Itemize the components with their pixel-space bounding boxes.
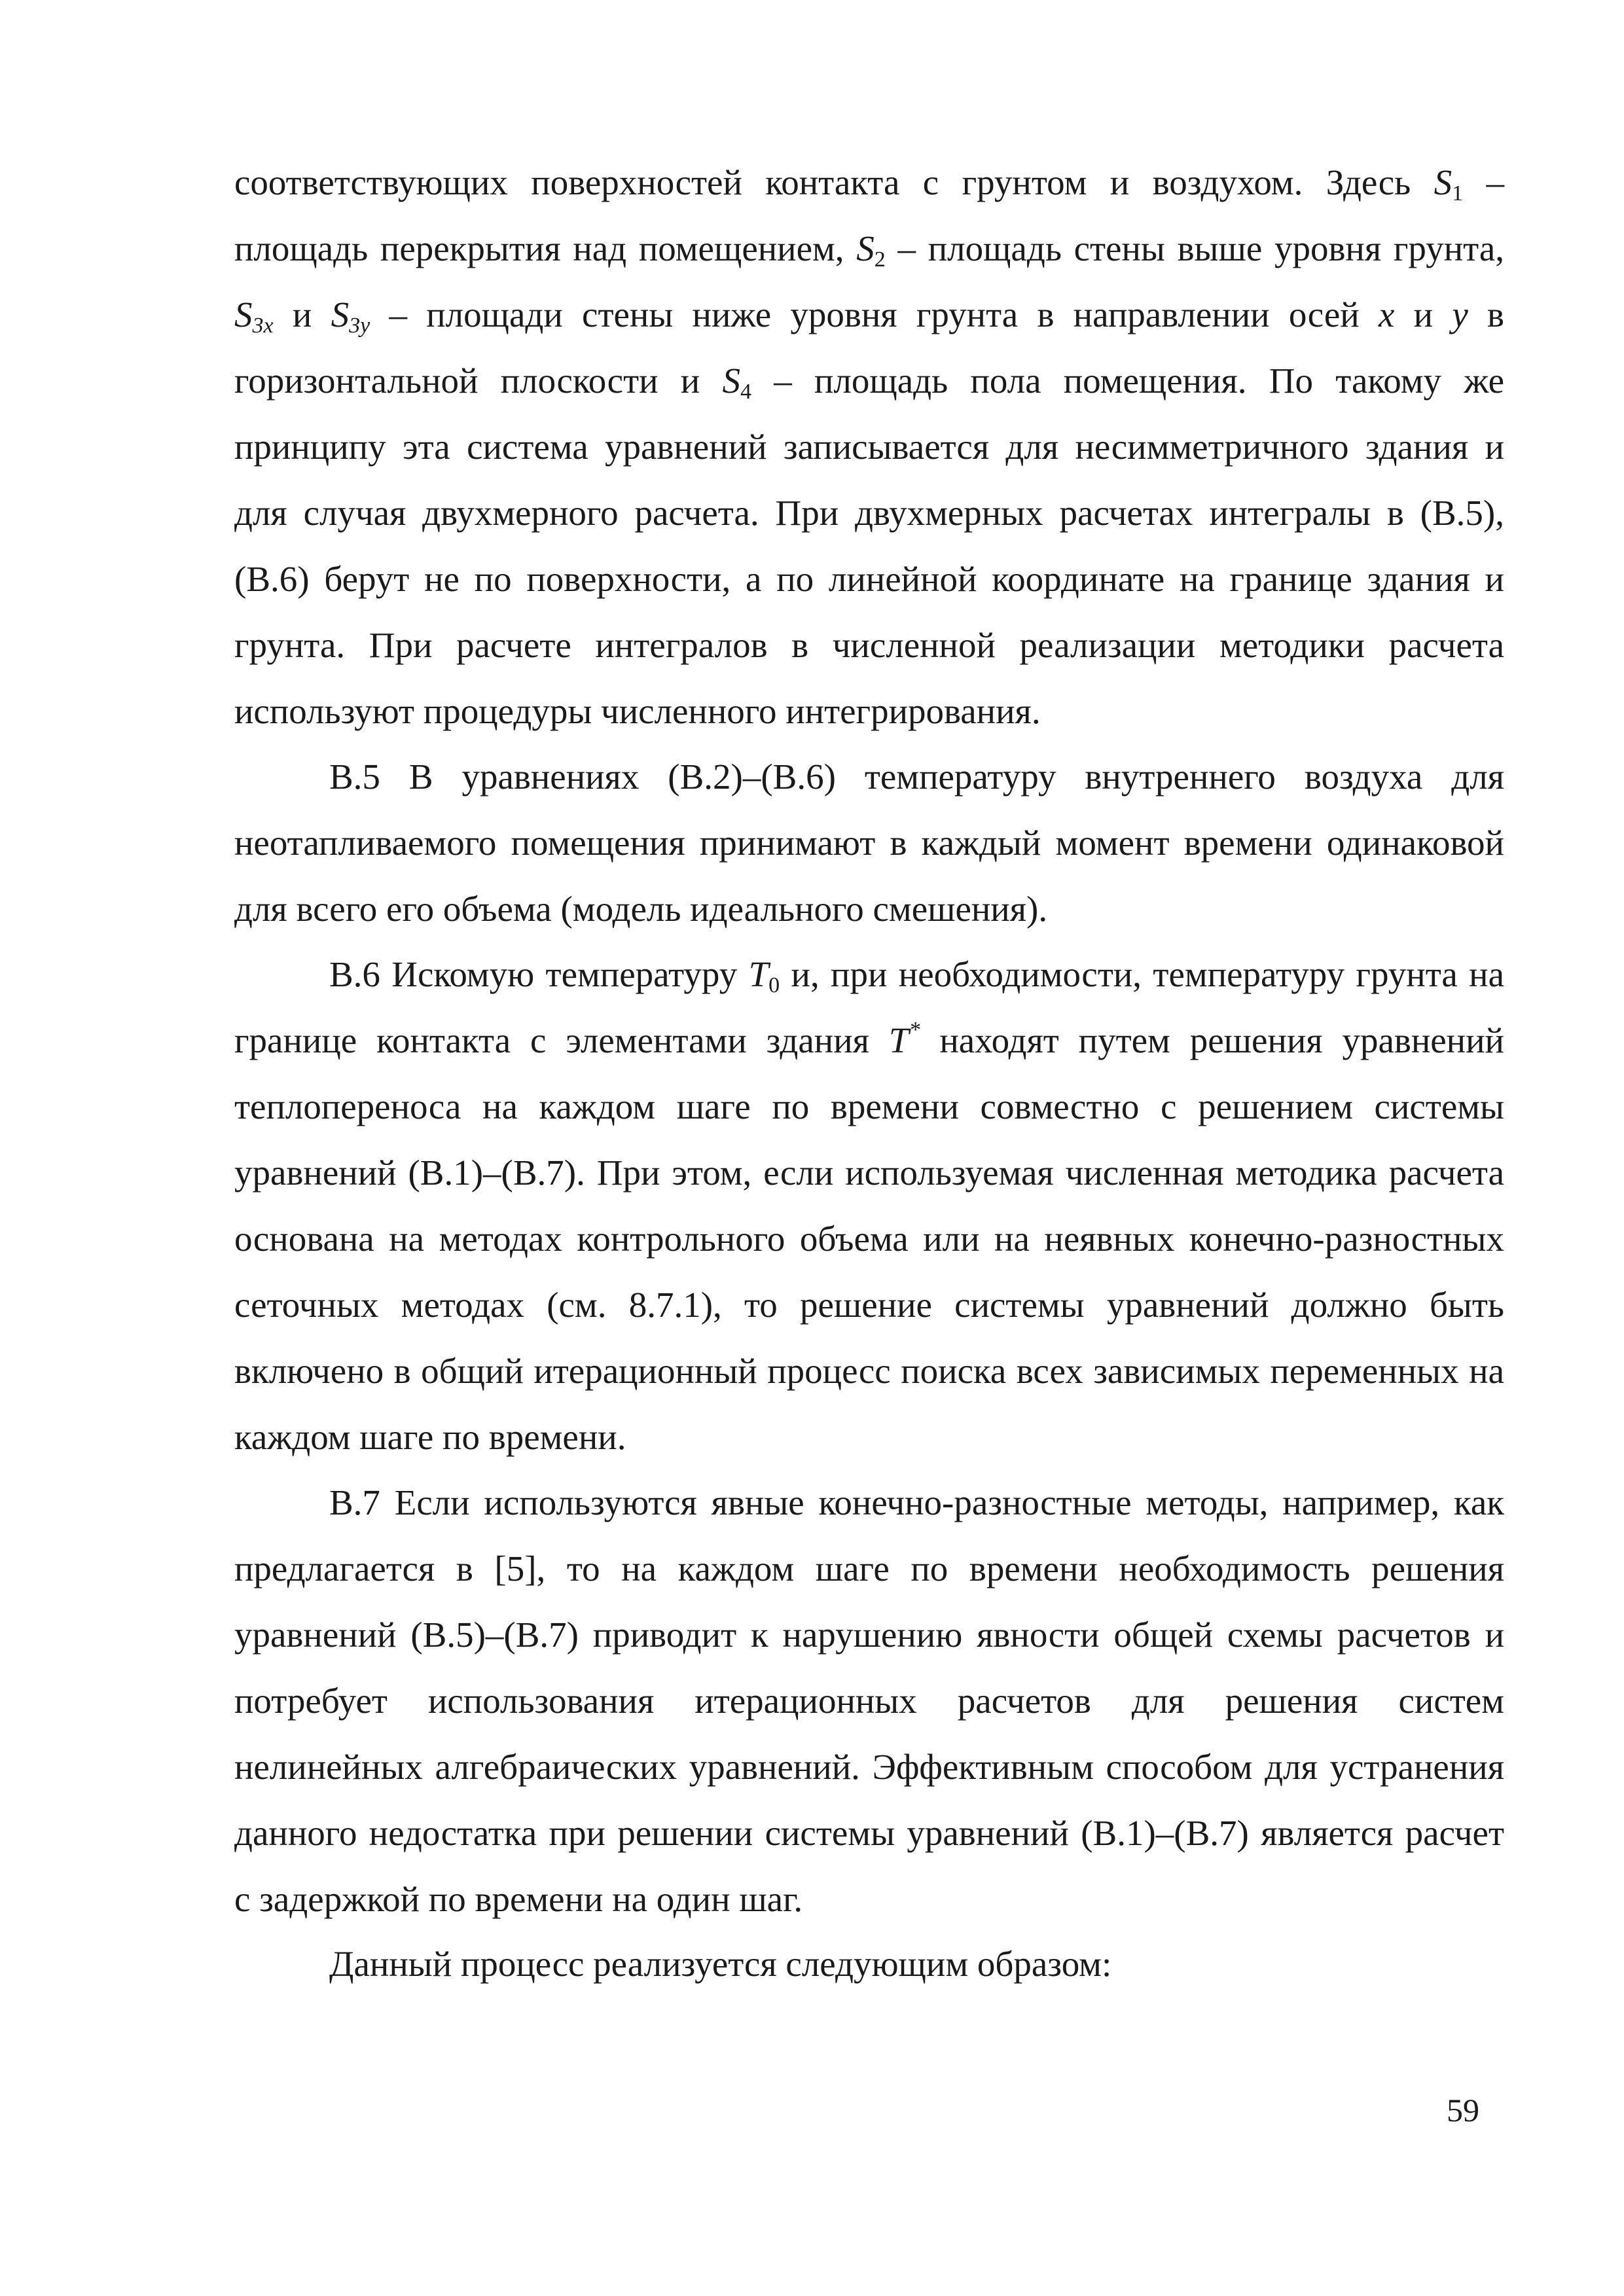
paragraph-final-text: Данный процесс реализуется следующим образом: [329, 1944, 1112, 1984]
var-t-star: T* [888, 1018, 920, 1060]
paragraph-intro [234, 149, 1504, 744]
paragraph-b7 [234, 1469, 1504, 1932]
var-s1: $S_1$ [1434, 162, 1464, 206]
paragraph-b5 [234, 744, 1504, 942]
paragraph-b6 [234, 941, 1504, 1470]
var-t0: $T_0$ [748, 954, 780, 997]
var-s3x: $S_{3x}$ [234, 295, 274, 338]
var-s2: $S_2$ [856, 228, 886, 272]
paragraph-b6-text: В.6 Искомую температуру $T_0$ и, при необходимости, температуру грунта на границе контакта с элементами здания T* находят путем решения уравнений теплопереноса на каждом шаге по времени совместно с решением системы уравнений (В.1)–(В.7). При этом, если используемая численная методика расчета основана на методах контрольного объема или на неявных конечно-разностных сеточных методах (см. 8.7.1), то решение системы уравнений должно быть включено в общий итерационный процесс поиска всех зависимых переменных на каждом шаге по времени. [234, 954, 1505, 1457]
paragraph-final [234, 1931, 1504, 1997]
var-s3y: $S_{3y}$ [331, 295, 370, 338]
page-number: 59 [1447, 2092, 1479, 2128]
paragraph-b7-text: В.7 Если используются явные конечно-разностные методы, например, как предлагается в [5], то на каждом шаге по времени необходимость решения уравнений (В.5)–(В.7) приводит к нарушению явности общей схемы расчетов и потребует использования итерационных расчетов для решения систем нелинейных алгебраических уравнений. Эффективным способом для устранения данного недостатка при решении системы уравнений (В.1)–(В.7) является расчет с задержкой по времени на один шаг. [234, 1482, 1504, 1919]
var-x: x [1378, 295, 1395, 334]
paragraph-intro-text: соответствующих поверхностей контакта с грунтом и воздухом. Здесь $S_1$ – площадь перекрытия над помещением, $S_2$ – площадь стены выше уровня грунта, $S_{3x}$ и $S_{3y}$ – площади стены ниже уровня грунта в направлении осей x и y в горизонтальной плоскости и $S_4$ – площадь пола помещения. По такому же принципу эта система уравнений записывается для несимметричного здания и для случая двухмерного расчета. При двухмерных расчетах интегралы в (В.5), (В.6) берут не по поверхности, а по линейной координате на границе здания и грунта. При расчете интегралов в численной реализации методики расчета используют процедуры численного интегрирования. [234, 162, 1505, 731]
paragraph-b5-text: В.5 В уравнениях (В.2)–(В.6) температуру внутреннего воздуха для неотапливаемого помещения принимают в каждый момент времени одинаковой для всего его объема (модель идеального смешения). [234, 757, 1504, 929]
var-s4: $S_4$ [722, 361, 751, 404]
var-y: y [1452, 295, 1468, 334]
